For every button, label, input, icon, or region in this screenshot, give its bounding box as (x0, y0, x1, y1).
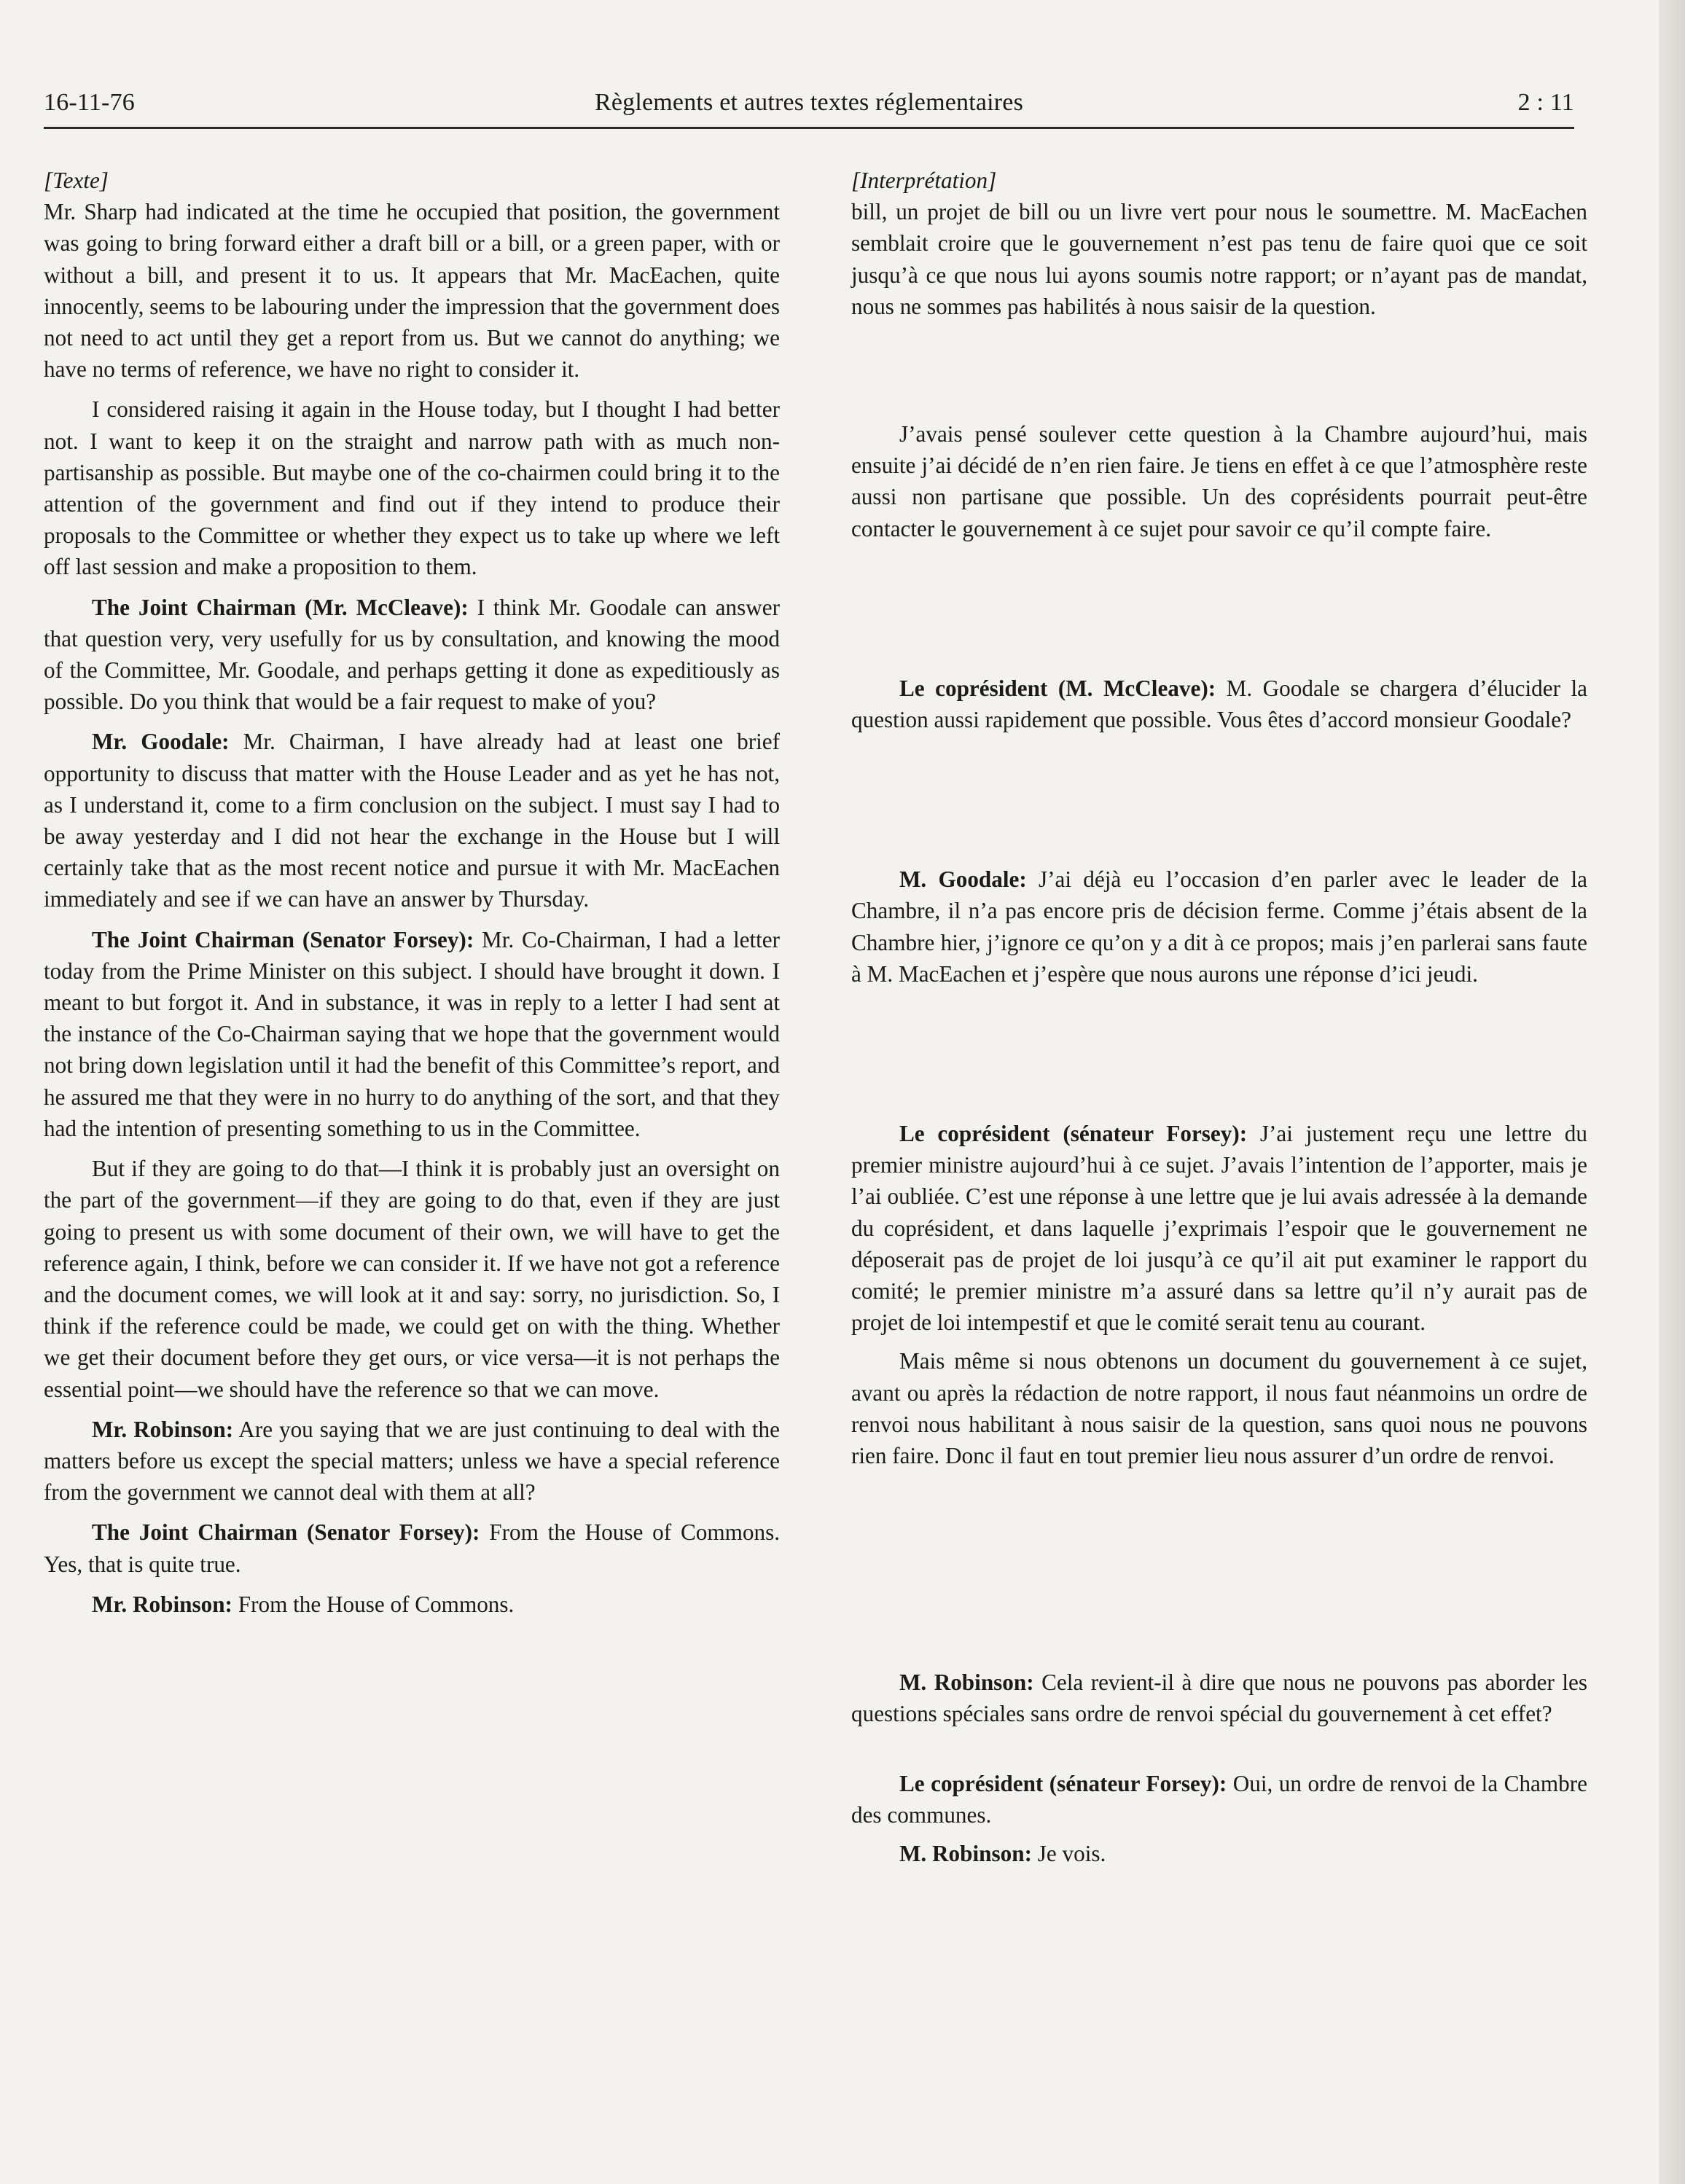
en-paragraph: The Joint Chairman (Senator Forsey): From the House of Commons. Yes, that is quite true. (44, 1519, 781, 1577)
en-paragraph: Mr. Sharp had indicated at the time he occupied that position, the government was going to bring forward either a draft bill or a bill, or a green paper, with or without a bill, and present it to us. It appears that Mr. MacEachen, quite innocently, seems to be labouring under the impression that the government does not need to act until they get a report from us. But we cannot do anything; we have no terms of reference, we have no right to consider it. (44, 199, 780, 383)
fr-paragraph: J’avais pensé soulever cette question à la Chambre aujourd’hui, mais ensuite j’ai décidé de n’en rien faire. Je tiens en effet à ce que l’atmosphère reste aussi non partisane que possible. Un des coprésidents pourrait peut-être contacter le gouvernement à ce sujet pour savoir ce qu’il compte faire. (851, 421, 1587, 541)
speaker-name: The Joint Chairman (Mr. McCleave): (92, 594, 469, 620)
fr-paragraph: Le coprésident (M. McCleave): M. Goodale se chargera d’élucider la question aussi rapidement que possible. Vous êtes d’accord monsieur Goodale? (851, 675, 1587, 733)
speaker-name: Le coprésident (sénateur Forsey): (899, 1121, 1248, 1147)
en-paragraph: The Joint Chairman (Mr. McCleave): I think Mr. Goodale can answer that question very, very usefully for us by consultation, and knowing the mood of the Committee, Mr. Goodale, and perhaps getting it done as expeditiously as possible. Do you think that would be a fair request to make of you? (44, 594, 780, 715)
section-label-texte: [Texte] (44, 168, 109, 193)
fr-paragraph: M. Robinson: Cela revient-il à dire que nous ne pouvons pas aborder les questions spéciales sans ordre de renvoi spécial du gouvernement à cet effet? (851, 1670, 1587, 1727)
en-paragraph: I considered raising it again in the House today, but I thought I had better not. I want to keep it on the straight and narrow path with as much non-partisanship as possible. But maybe one of the co-chairmen could bring it to the attention of the government and find out if they intend to produce their proposals to the Committee or whether they expect us to take up where we left off last session and make a proposition to them. (44, 396, 780, 580)
fr-paragraph: Le coprésident (sénateur Forsey): J’ai justement reçu une lettre du premier ministre aujourd’hui à ce sujet. J’avais l’intention de l’apporter, mais je l’ai oubliée. C’est une réponse à une lettre que je lui avais adressée à la demande du coprésident, et dans laquelle j’exprimais l’espoir que le gouvernement ne déposerait pas de projet de loi jusqu’à ce qu’il ait put examiner le rapport du comité; le premier ministre m’a assuré dans sa lettre qu’il n’y aurait pas de projet de loi intempestif et que le comité serait tenu au courant. (851, 1121, 1587, 1336)
speaker-name: The Joint Chairman (Senator Forsey): (92, 1519, 480, 1546)
speaker-name: M. Robinson: (899, 1670, 1034, 1696)
en-paragraph: The Joint Chairman (Senator Forsey): Mr. Co-Chairman, I had a letter today from the Prime Minister on this subject. I should have brought it down. I meant to but forgot it. And in substance, it was in reply to a letter I had sent at the instance of the Co-Chairman saying that we hope that the government would not bring down legislation until it had the benefit of this Committee’s report, and he assured me that they were in no hurry to do anything of the sort, and that they had the intention of presenting something to us in the Committee. (44, 926, 781, 1141)
english-column (44, 165, 780, 1620)
speaker-name: Le coprésident (M. McCleave): (899, 675, 1216, 701)
header-date: 16-11-76 (44, 89, 135, 116)
speaker-name: Le coprésident (sénateur Forsey): (899, 1770, 1227, 1796)
en-paragraph: Mr. Robinson: Are you saying that we are just continuing to deal with the matters before us except the special matters; unless we have a special reference from the government we cannot deal with them at all? (44, 1416, 780, 1506)
speaker-name: Mr. Robinson: (92, 1591, 232, 1617)
en-paragraph: Mr. Robinson: From the House of Commons. (92, 1591, 515, 1617)
header-title: Règlements et autres textes réglementaires (594, 89, 1024, 116)
fr-paragraph: Mais même si nous obtenons un document du gouvernement à ce sujet, avant ou après la rédaction de notre rapport, il nous faut néanmoins un ordre de renvoi nous habilitant à nous saisir de la question, sans quoi nous ne pouvons rien faire. Donc il faut en tout premier lieu nous assurer d’un ordre de renvoi. (851, 1348, 1587, 1469)
fr-paragraph: M. Goodale: J’ai déjà eu l’occasion d’en parler avec le leader de la Chambre, il n’a pas encore pris de décision ferme. Comme j’étais absent de la Chambre hier, j’ignore ce qu’on y a dit à ce propos; mais j’en parlerai sans faute à M. MacEachen et j’espère que nous aurons une réponse d’ici jeudi. (851, 866, 1587, 987)
fr-paragraph: M. Robinson: Je vois. (899, 1841, 1106, 1867)
fr-paragraph: bill, un projet de bill ou un livre vert pour nous le soumettre. M. MacEachen semblait croire que le gouvernement n’est pas tenu de faire quoi que ce soit jusqu’à ce que nous lui ayons soumis notre rapport; or n’ayant pas de mandat, nous ne sommes pas habilités à nous saisir de la question. (851, 199, 1587, 319)
page-edge (1659, 0, 1685, 2184)
speaker-name: M. Goodale: (899, 866, 1027, 893)
fr-paragraph: Le coprésident (sénateur Forsey): Oui, un ordre de renvoi de la Chambre des communes. (851, 1770, 1587, 1828)
french-column (851, 165, 1587, 1869)
speaker-name: M. Robinson: (899, 1841, 1032, 1867)
page-header (44, 86, 1574, 129)
speaker-name: Mr. Robinson: (92, 1416, 234, 1442)
en-paragraph: But if they are going to do that—I think it is probably just an oversight on the part of the government—if they are going to do that, even if they are just going to present us with some document of their own, we will have to get the reference again, I think, before we can consider it. If we have not got a reference and the document comes, we will look at it and say: sorry, no jurisdiction. So, I think if the reference could be made, we could get on with the thing. Whether we get their document before they get ours, or vice versa—it is not perhaps the essential point—we should have the reference so that we can move. (44, 1156, 780, 1402)
header-page-number: 2 : 11 (1517, 89, 1574, 116)
en-paragraph: Mr. Goodale: Mr. Chairman, I have already had at least one brief opportunity to discuss that matter with the House Leader and as yet he has not, as I understand it, come to a firm conclusion on the subject. I must say I had to be away yesterday and I did not hear the exchange in the House but I will certainly take that as the most recent notice and pursue it with Mr. MacEachen immediately and see if we can have an answer by Thursday. (44, 729, 780, 912)
speaker-name: The Joint Chairman (Senator Forsey): (92, 926, 474, 952)
section-label-interpretation: [Interprétation] (851, 168, 997, 193)
speaker-name: Mr. Goodale: (92, 729, 230, 755)
